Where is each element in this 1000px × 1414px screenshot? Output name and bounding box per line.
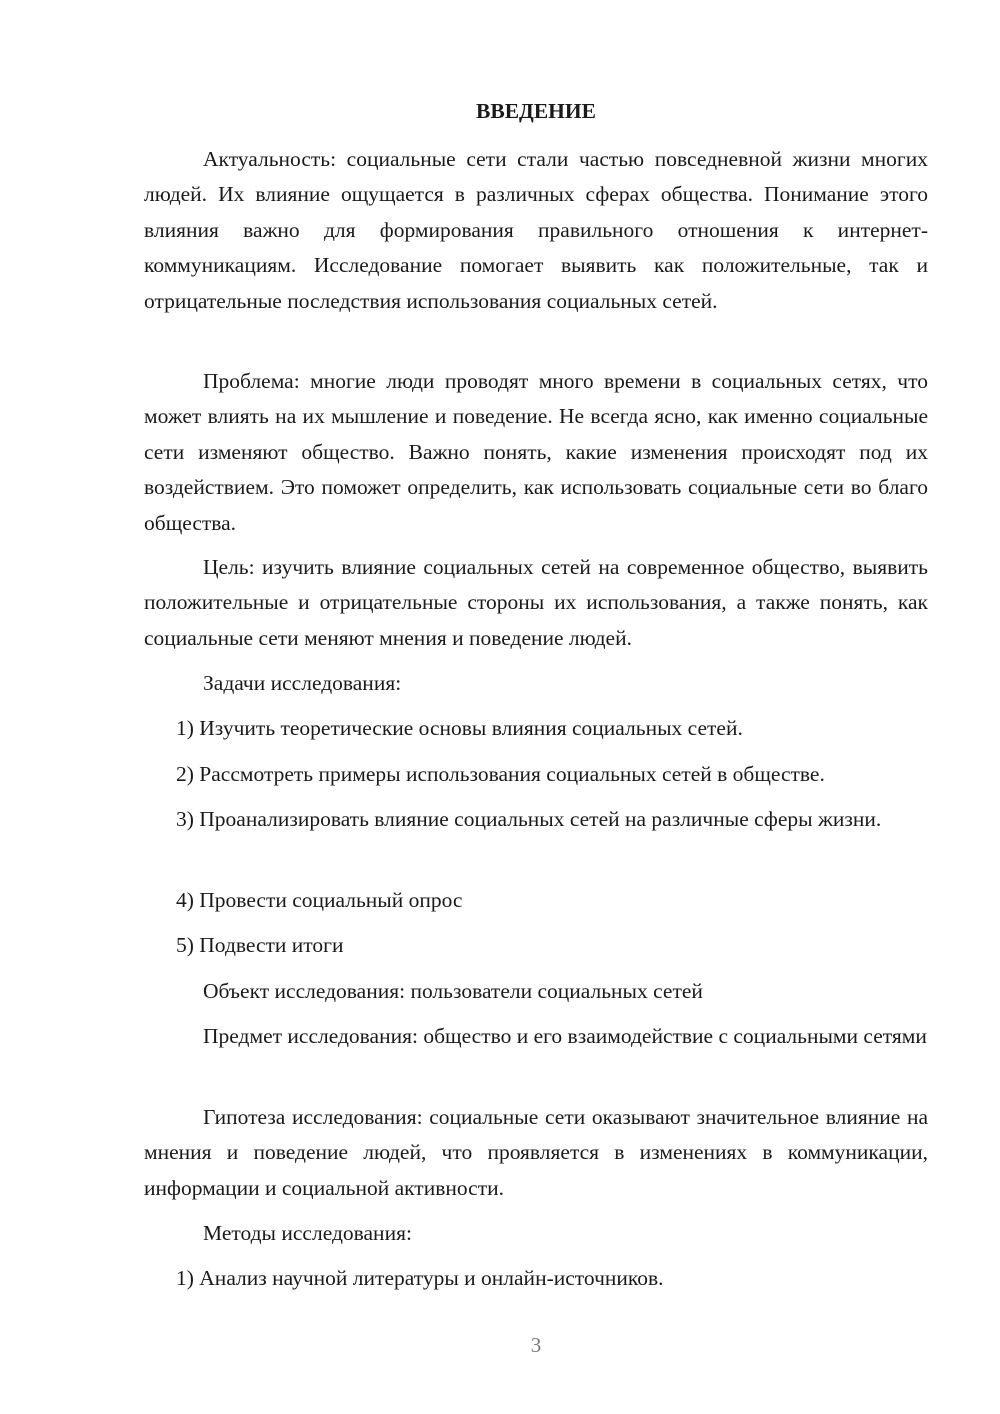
method-item: 1) Анализ научной литературы и онлайн-источников. — [176, 1266, 664, 1290]
paragraph-goal: Цель: изучить влияние социальных сетей на современное общество, выявить положительные и отрицательные стороны их использования, а также понять, как социальные сети меняют мнения и поведение людей. — [144, 555, 928, 650]
paragraph-subject: Предмет исследования: общество и его взаимодействие с социальными сетями — [203, 1024, 927, 1048]
tasks-title: Задачи исследования: — [203, 671, 402, 695]
paragraph-relevance: Актуальность: социальные сети стали частью повседневной жизни многих людей. Их влияние ощущается в различных сферах общества. Понимание этого влияния важно для формирования правильного отношения к интернет-коммуникациям. Исследование помогает выявить как положительные, так и отрицательные последствия использования социальных сетей. — [144, 147, 928, 313]
task-item: 5) Подвести итоги — [176, 933, 344, 957]
paragraph-hypothesis: Гипотеза исследования: социальные сети оказывают значительное влияние на мнения и поведение людей, что проявляется в изменениях в коммуникации, информации и социальной активности. — [144, 1105, 928, 1200]
page-heading: ВВЕДЕНИЕ — [476, 99, 596, 123]
task-item: 3) Проанализировать влияние социальных сетей на различные сферы жизни. — [176, 807, 882, 831]
paragraph-problem: Проблема: многие люди проводят много времени в социальных сетях, что может влиять на их мышление и поведение. Не всегда ясно, как именно социальные сети изменяют общество. Важно понять, какие изменения происходят под их воздействием. Это поможет определить, как использовать социальные сети во благо общества. — [144, 369, 928, 535]
paragraph-object: Объект исследования: пользователи социальных сетей — [203, 979, 703, 1003]
task-item: 4) Провести социальный опрос — [176, 888, 463, 912]
page-number: 3 — [530, 1333, 542, 1357]
methods-title: Методы исследования: — [203, 1221, 412, 1245]
task-item: 2) Рассмотреть примеры использования социальных сетей в обществе. — [176, 762, 825, 786]
task-item: 1) Изучить теоретические основы влияния социальных сетей. — [176, 716, 743, 740]
